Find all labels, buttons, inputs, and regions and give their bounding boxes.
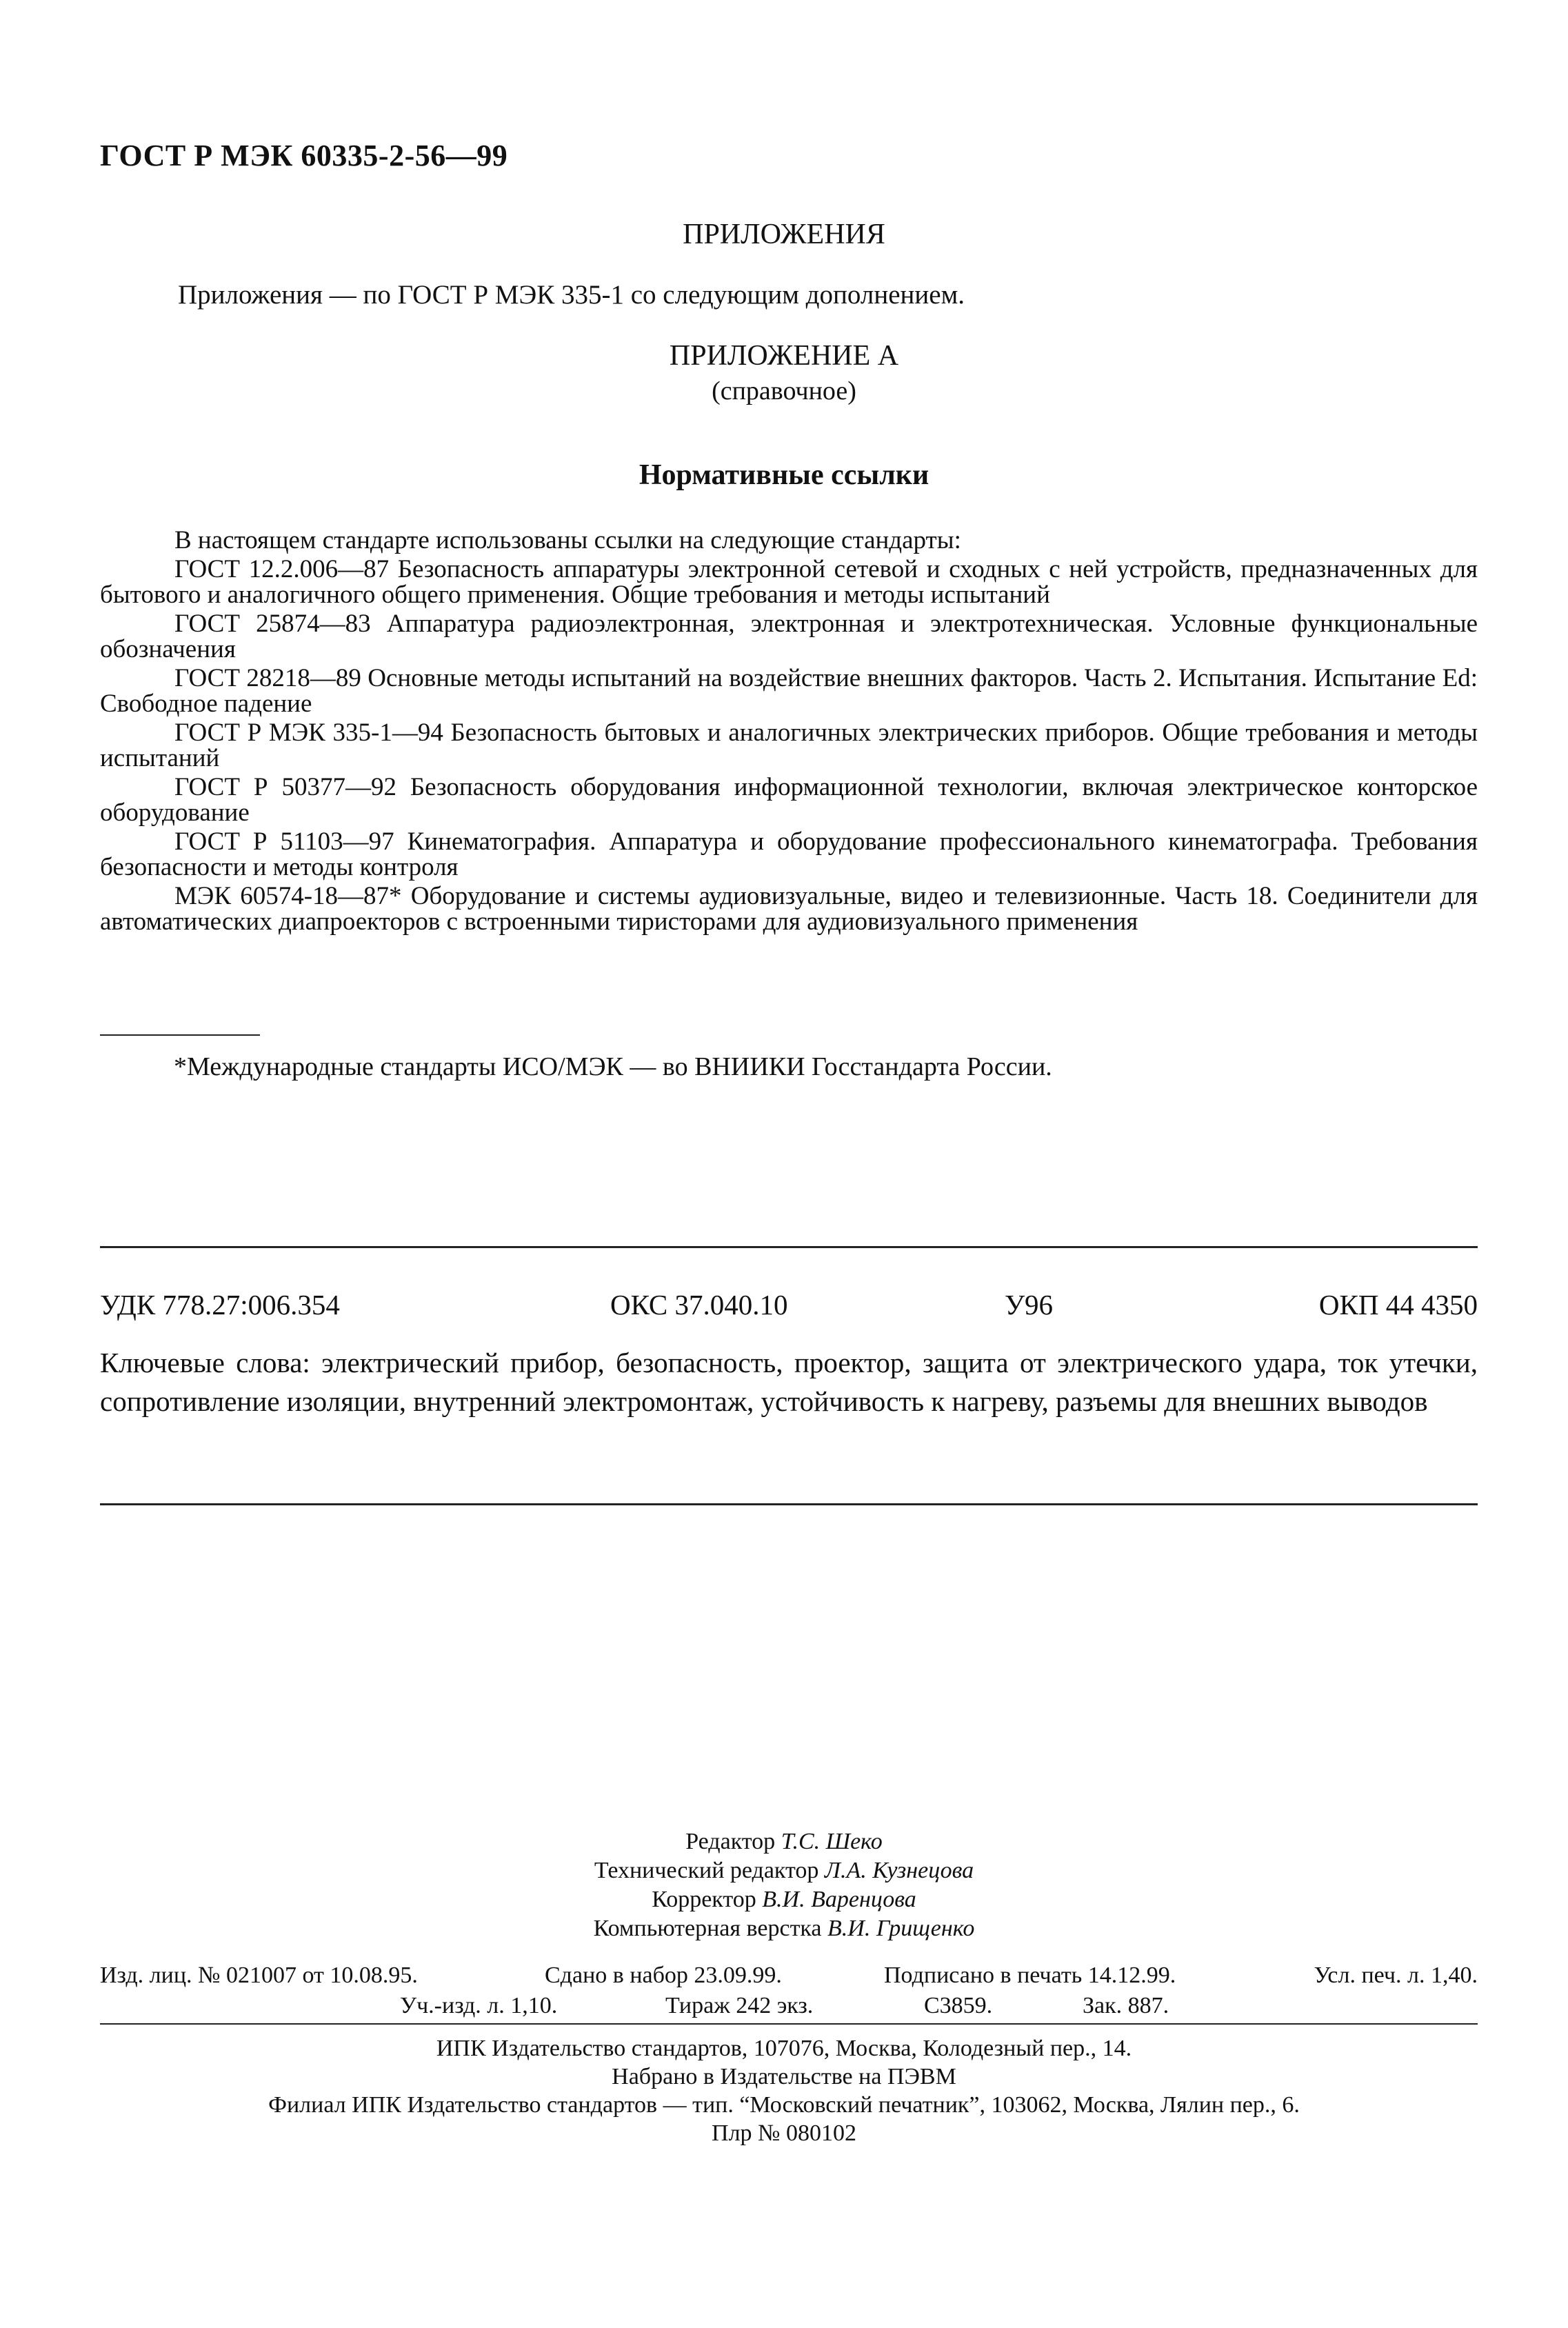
reference-item: ГОСТ 28218—89 Основные методы испытаний на воздействие внешних факторов. Часть 2. Испытания. Испытание Ed: Свободное падение — [100, 664, 1478, 718]
appendices-intro: Приложения — по ГОСТ Р МЭК 335-1 со следующим дополнением. — [178, 280, 965, 310]
reference-item: МЭК 60574-18—87* Оборудование и системы аудиовизуальные, видео и телевизионные. Часть 18. Соединители для автоматических диапроекторов с встроенными тиристорами для аудиовизуального применения — [100, 882, 1478, 936]
keywords: Ключевые слова: электрический прибор, безопасность, проектор, защита от электрического удара, ток утечки, сопротивление изоляции, внутренний электромонтаж, устойчивость к нагреву, разъемы для внешних выводов — [100, 1347, 1478, 1417]
okp-code: ОКП 44 4350 — [1318, 1289, 1478, 1321]
print-sheets: Усл. печ. л. 1,40. — [1314, 1963, 1478, 1988]
signed-for-print: Подписано в печать 14.12.99. — [884, 1963, 1176, 1988]
credit-layout — [0, 1914, 1568, 1943]
reference-item: ГОСТ 25874—83 Аппаратура радиоэлектронная, электронная и электротехническая. Условные функциональные обозначения — [100, 610, 1478, 663]
credit-tech-editor — [0, 1856, 1568, 1885]
group-code: У96 — [1005, 1289, 1054, 1321]
publisher-license: Изд. лиц. № 021007 от 10.08.95. — [100, 1963, 418, 1988]
printer-line: Плр № 080102 — [712, 2120, 856, 2146]
order-number: Зак. 887. — [1083, 1993, 1169, 2018]
reference-item: ГОСТ 12.2.006—87 Безопасность аппаратуры электронной сетевой и сходных с ней устройств, предназначенных для бытового и аналогичного общего применения. Общие требования и методы испытаний — [100, 555, 1478, 609]
printer-line: Набрано в Издательстве на ПЭВМ — [612, 2064, 956, 2089]
normative-references-heading: Нормативные ссылки — [639, 459, 929, 491]
credit-editor — [0, 1827, 1568, 1856]
publication-divider — [100, 2023, 1478, 2025]
credits-block — [0, 1827, 1568, 1943]
reference-item: ГОСТ Р 50377—92 Безопасность оборудования информационной технологии, включая электрическое конторское оборудование — [100, 773, 1478, 827]
divider-bottom — [100, 1503, 1478, 1505]
credit-name: В.И. Варенцова — [762, 1887, 916, 1912]
appendix-a-subtitle: (справочное) — [712, 377, 856, 405]
footnote: *Международные стандарты ИСО/МЭК — во ВНИИКИ Госстандарта России. — [174, 1052, 1052, 1081]
sent-to-typesetting: Сдано в набор 23.09.99. — [545, 1963, 782, 1988]
udk-code: УДК 778.27:006.354 — [100, 1289, 340, 1321]
credit-name: Л.А. Кузнецова — [824, 1858, 974, 1883]
appendices-title: ПРИЛОЖЕНИЯ — [683, 219, 885, 250]
credit-corrector — [0, 1885, 1568, 1914]
footnote-divider — [100, 1034, 260, 1036]
print-code: С3859. — [924, 1993, 993, 2018]
oks-code: ОКС 37.040.10 — [610, 1289, 788, 1321]
credit-role: Корректор — [652, 1887, 756, 1912]
printers-block — [0, 2034, 1568, 2147]
appendix-a-title: ПРИЛОЖЕНИЕ А — [669, 340, 899, 372]
publisher-sheets: Уч.-изд. л. 1,10. — [400, 1993, 558, 2018]
reference-item: ГОСТ Р МЭК 335-1—94 Безопасность бытовых и аналогичных электрических приборов. Общие требования и методы испытаний — [100, 719, 1478, 772]
reference-item: ГОСТ Р 51103—97 Кинематография. Аппаратура и оборудование профессионального кинематографа. Требования безопасности и методы контроля — [100, 827, 1478, 881]
divider-top — [100, 1246, 1478, 1248]
references-lead: В настоящем стандарте использованы ссылки на следующие стандарты: — [174, 526, 961, 554]
credit-role: Редактор — [685, 1829, 776, 1854]
printer-line: ИПК Издательство стандартов, 107076, Москва, Колодезный пер., 14. — [436, 2036, 1132, 2061]
classification-row — [100, 1288, 1478, 1323]
references-list — [100, 528, 1478, 938]
credit-role: Технический редактор — [594, 1858, 819, 1883]
printer-line: Филиал ИПК Издательство стандартов — тип. “Московский печатник”, 103062, Москва, Лялин пер., 6. — [268, 2092, 1300, 2118]
credit-role: Компьютерная верстка — [593, 1916, 822, 1941]
document-code: ГОСТ Р МЭК 60335-2-56—99 — [100, 139, 508, 172]
circulation: Тираж 242 экз. — [665, 1993, 814, 2018]
credit-name: В.И. Грищенко — [827, 1916, 975, 1941]
credit-name: Т.С. Шеко — [781, 1829, 883, 1854]
